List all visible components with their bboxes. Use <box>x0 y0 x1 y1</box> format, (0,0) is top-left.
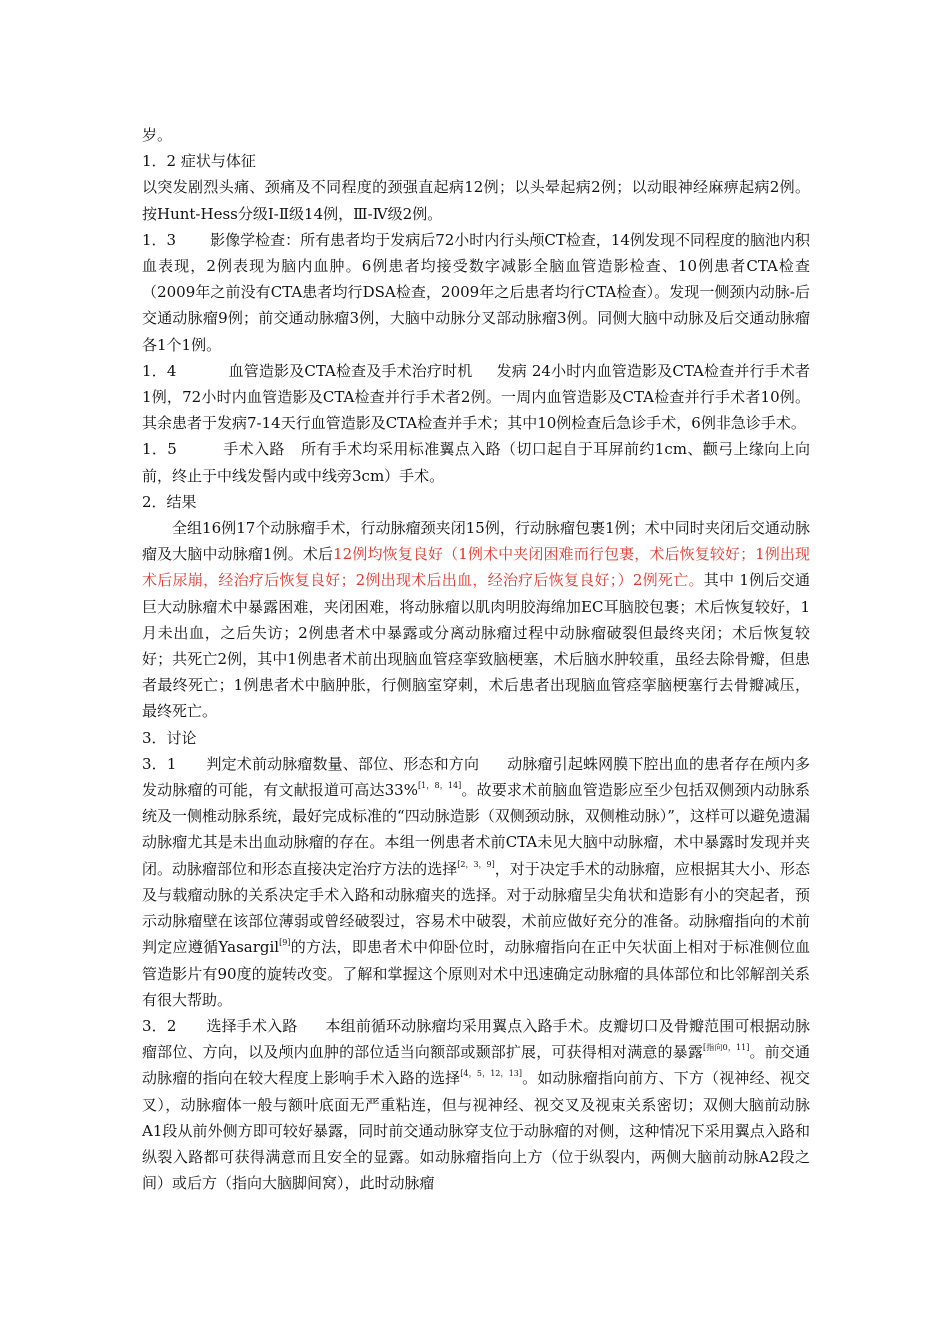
section-number: 1．3 <box>142 230 177 249</box>
section-3-1 <box>142 751 810 1013</box>
results-text-a: 全组16例17个动脉瘤手术，行动脉瘤颈夹闭15例，行动脉瘤包裹1例；术中同时夹闭后交通动脉瘤及大脑中动脉瘤1例。术后 <box>142 519 810 564</box>
section-title: 判定术前动脉瘤数量、部位、形态和方向 <box>206 754 480 773</box>
section-heading-1-2: 1．2 症状与体征 <box>142 152 256 171</box>
section-number: 3．1 <box>142 754 177 773</box>
document-body <box>142 122 810 1196</box>
section-body: 所有手术均采用标准翼点入路（切口起自于耳屏前约1cm、颧弓上缘向上向前，终止于中线发髻内或中线旁3cm）手术。 <box>142 440 810 485</box>
section-text-b: 。前交通动脉瘤的指向在较大程度上影响手术入路的选择 <box>142 1043 810 1088</box>
paragraph-continuation: 岁。 <box>142 126 173 144</box>
section-1-3 <box>142 227 810 358</box>
section-title: 血管造影及CTA检查及手术治疗时机 <box>228 361 473 380</box>
citation: [指向0，11] <box>703 1043 750 1053</box>
section-number: 3．2 <box>142 1016 177 1035</box>
section-title: 选择手术入路 <box>206 1016 298 1035</box>
section-body: 发病 24小时内血管造影及CTA检查并行手术者1例，72小时内血管造影及CTA检查并行手术者2例。一周内血管造影及CTA检查并行手术者10例。其余患者于发病7-14天行血管造影及CTA检查并手术；其中10例检查后急诊手术，6例非急诊手术。 <box>142 361 810 433</box>
results-text-b: 其中 1例后交通巨大动脉瘤术中暴露困难，夹闭困难，将动脉瘤以肌肉明胶海绵加EC耳脑胶包裹；术后恢复较好，1月未出血，之后失访；2例患者术中暴露或分离动脉瘤过程中动脉瘤破裂但最终夹闭；术后恢复较好；共死亡2例，其中1例患者术前出现脑血管痉挛致脑梗塞，术后脑水肿较重，虽经去除骨瓣，但患者最终死亡；1例患者术中脑肿胀，行侧脑室穿刺，术后患者出现脑血管痉挛脑梗塞行去骨瓣减压，最终死亡。 <box>142 571 811 721</box>
results-paragraph <box>142 515 810 725</box>
section-1-2-body: 以突发剧烈头痛、颈痛及不同程度的颈强直起病12例；以头晕起病2例；以动眼神经麻痹起病2例。按Hunt-Hess分级Ⅰ-Ⅱ级14例，Ⅲ-Ⅳ级2例。 <box>142 178 810 223</box>
results-highlight: 12例均恢复良好（1例术中夹闭困难而行包裹，术后恢复较好；1例出现术后尿崩，经治疗后恢复良好；2例出现术后出血，经治疗后恢复良好；）2例死亡。 <box>142 545 810 590</box>
section-text-b: 。故要求术前脑血管造影应至少包括双侧颈内动脉系统及一侧椎动脉系统，最好完成标准的“四动脉造影（双侧颈动脉，双侧椎动脉）”，这样可以避免遗漏动脉瘤尤其是未出血动脉瘤的存在。本组一例患者术前CTA未见大脑中动脉瘤，术中暴露时发现并夹闭。动脉瘤部位和形态直接决定治疗方法的选择 <box>142 781 810 878</box>
section-title: 手术入路 <box>222 440 285 459</box>
citation: [9] <box>279 938 291 948</box>
section-1-4 <box>142 358 810 437</box>
citation: [1，8，14] <box>417 781 462 791</box>
section-heading-2: 2．结果 <box>142 492 197 511</box>
citation: [4，5，12，13] <box>460 1069 523 1079</box>
section-number: 1．5 <box>142 440 177 459</box>
section-text-a: 动脉瘤引起蛛网膜下腔出血的患者存在颅内多发动脉瘤的可能，有文献报道可高达33% <box>142 754 810 800</box>
section-text-c: 。如动脉瘤指向前方、下方（视神经、视交叉），动脉瘤体一般与额叶底面无严重粘连，但与视神经、视交叉及视束关系密切；双侧大脑前动脉A1段从前外侧方即可较好暴露，同时前交通动脉穿支位于动脉瘤的对侧，这种情况下采用翼点入路和纵裂入路都可获得满意而且安全的显露。如动脉瘤指向上方（位于纵裂内，两侧大脑前动脉A2段之间）或后方（指向大脑脚间窝），此时动脉瘤 <box>142 1069 810 1193</box>
section-3-2 <box>142 1013 810 1196</box>
section-text-c: ，对于决定手术的动脉瘤，应根据其大小、形态及与载瘤动脉的关系决定手术入路和动脉瘤夹的选择。对于动脉瘤呈尖角状和造影有小的突起者，预示动脉瘤壁在该部位薄弱或曾经破裂过，容易术中破裂，术前应做好充分的准备。动脉瘤指向的术前判定应遵循Yasargil <box>142 859 810 957</box>
section-heading-3: 3．讨论 <box>142 728 197 747</box>
section-number: 1．4 <box>142 361 177 380</box>
section-text-a: 本组前循环动脉瘤均采用翼点入路手术。皮瓣切口及骨瓣范围可根据动脉瘤部位、方向，以及颅内血肿的部位适当向额部或颞部扩展，可获得相对满意的暴露 <box>142 1016 810 1062</box>
section-1-5 <box>142 436 810 488</box>
section-body: 影像学检查：所有患者均于发病后72小时内行头颅CT检查，14例发现不同程度的脑池内积血表现，2例表现为脑内血肿。6例患者均接受数字减影全脑血管造影检查、10例患者CTA检查（2009年之前没有CTA患者均行DSA检查，2009年之后患者均行CTA检查）。发现一侧颈内动脉-后交通动脉瘤9例；前交通动脉瘤3例，大脑中动脉分叉部动脉瘤3例。同侧大脑中动脉及后交通动脉瘤各1个1例。 <box>142 230 810 354</box>
section-text-d: 的方法，即患者术中仰卧位时，动脉瘤指向在正中矢状面上相对于标准侧位血管造影片有90度的旋转改变。了解和掌握这个原则对术中迅速确定动脉瘤的具体部位和比邻解剖关系有很大帮助。 <box>142 938 810 1009</box>
citation: [2，3，9] <box>457 859 495 869</box>
